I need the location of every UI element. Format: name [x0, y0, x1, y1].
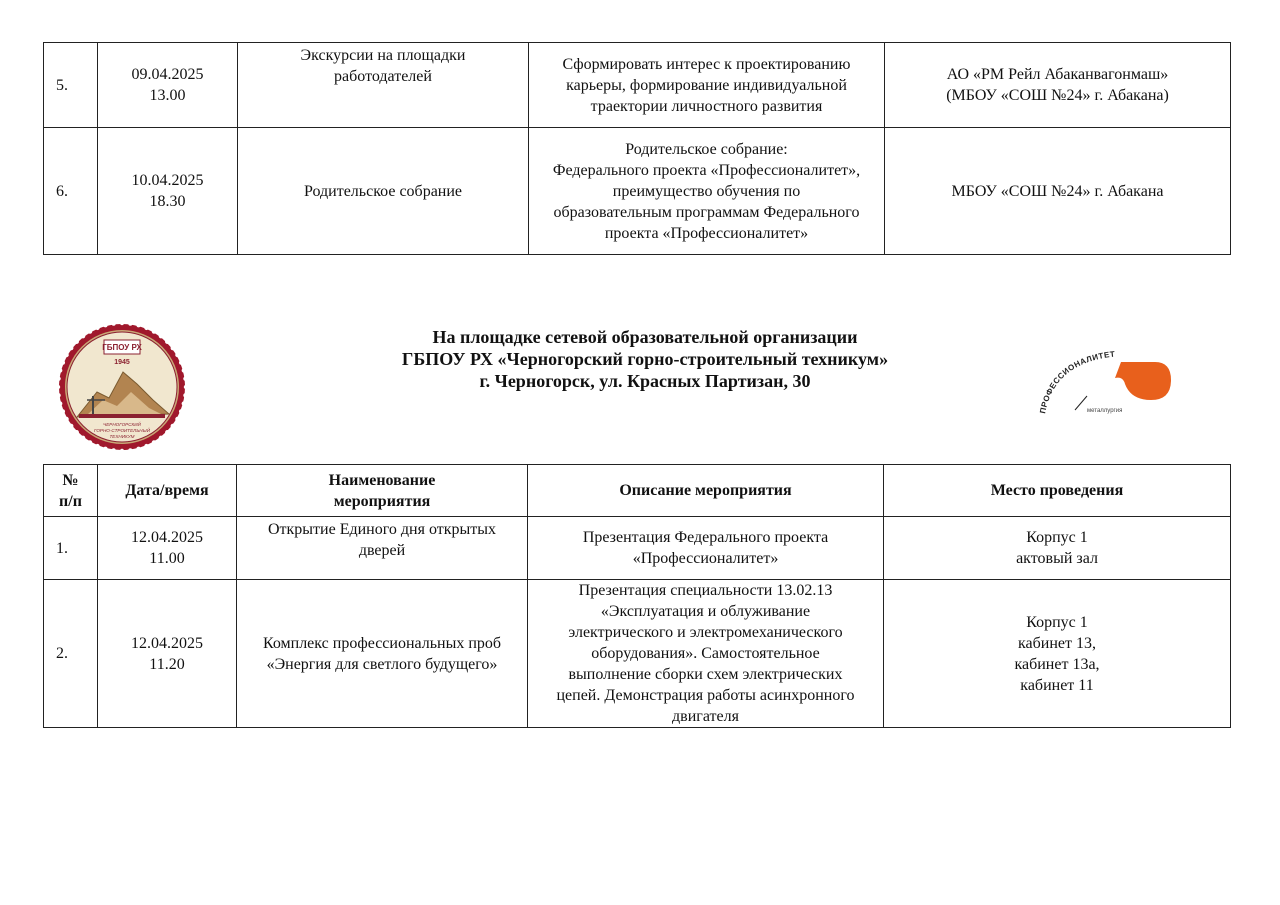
- row-datetime: 10.04.2025 18.30: [98, 128, 238, 255]
- svg-text:ПРОФЕССИОНАЛИТЕТ: [1038, 350, 1116, 415]
- table-header-row: [44, 465, 1231, 517]
- svg-text:ТЕХНИКУМ: ТЕХНИКУМ: [109, 434, 135, 439]
- row-place: Корпус 1 актовый зал: [884, 517, 1231, 580]
- college-seal-logo: [57, 322, 187, 452]
- row-description: Презентация специальности 13.02.13 «Эксплуатация и облуживание электрического и электромеханического оборудования». Самостоятельное выполнение сборки схем электрических цепей. Демонстрация работы асинхронного двигателя: [528, 580, 884, 728]
- header-num: № п/п: [44, 465, 98, 517]
- table-row: [44, 128, 1231, 255]
- row-event-name: Родительское собрание: [238, 128, 529, 255]
- logo-subtitle: металлургия: [1087, 408, 1123, 414]
- logo-word: ПРОФЕССИОНАЛИТЕТ: [1038, 349, 1116, 415]
- professionalitet-logo: [1035, 348, 1175, 418]
- events-table: [43, 464, 1231, 728]
- row-event-name: Открытие Единого дня открытых дверей: [237, 517, 528, 580]
- heading-line-2: ГБПОУ РХ «Черногорский горно-строительный техникум»: [401, 349, 889, 369]
- row-number: 5.: [44, 43, 98, 128]
- table-row: [44, 517, 1231, 580]
- header-place: Место проведения: [884, 465, 1231, 517]
- seal-year: 1945: [114, 359, 130, 366]
- row-description: Родительское собрание: Федерального проекта «Профессионалитет», преимущество обучения по образовательным программам Федерального проекта «Профессионалитет»: [529, 128, 885, 255]
- header-datetime: Дата/время: [98, 465, 237, 517]
- row-number: 1.: [44, 517, 98, 580]
- row-datetime: 12.04.2025 11.00: [98, 517, 237, 580]
- row-place: АО «РМ Рейл Абаканвагонмаш» (МБОУ «СОШ №24» г. Абакана): [885, 43, 1231, 128]
- row-datetime: 12.04.2025 11.20: [98, 580, 237, 728]
- table-row: [44, 580, 1231, 728]
- row-datetime: 09.04.2025 13.00: [98, 43, 238, 128]
- row-description: Сформировать интерес к проектированию карьеры, формирование индивидуальной траектории личностного развития: [529, 43, 885, 128]
- venue-heading: [300, 326, 990, 392]
- table-row: [44, 43, 1231, 128]
- row-place: Корпус 1 кабинет 13, кабинет 13а, кабинет 11: [884, 580, 1231, 728]
- row-number: 6.: [44, 128, 98, 255]
- row-place: МБОУ «СОШ №24» г. Абакана: [885, 128, 1231, 255]
- events-table-continuation: [43, 42, 1231, 255]
- row-description: Презентация Федерального проекта «Профессионалитет»: [528, 517, 884, 580]
- row-event-name: Экскурсии на площадки работодателей: [238, 43, 529, 128]
- row-number: 2.: [44, 580, 98, 728]
- header-description: Описание мероприятия: [528, 465, 884, 517]
- seal-top-text: ГБПОУ РХ: [102, 343, 142, 352]
- heading-line-1: На площадке сетевой образовательной организации: [432, 327, 858, 347]
- header-event-name: Наименование мероприятия: [237, 465, 528, 517]
- svg-text:ЧЕРНОГОРСКИЙ: ЧЕРНОГОРСКИЙ: [103, 422, 141, 427]
- logo-drop-icon: [1115, 362, 1171, 400]
- row-event-name: Комплекс профессиональных проб «Энергия для светлого будущего»: [237, 580, 528, 728]
- svg-text:ГОРНО-СТРОИТЕЛЬНЫЙ: ГОРНО-СТРОИТЕЛЬНЫЙ: [94, 428, 150, 433]
- heading-line-3: г. Черногорск, ул. Красных Партизан, 30: [479, 371, 811, 391]
